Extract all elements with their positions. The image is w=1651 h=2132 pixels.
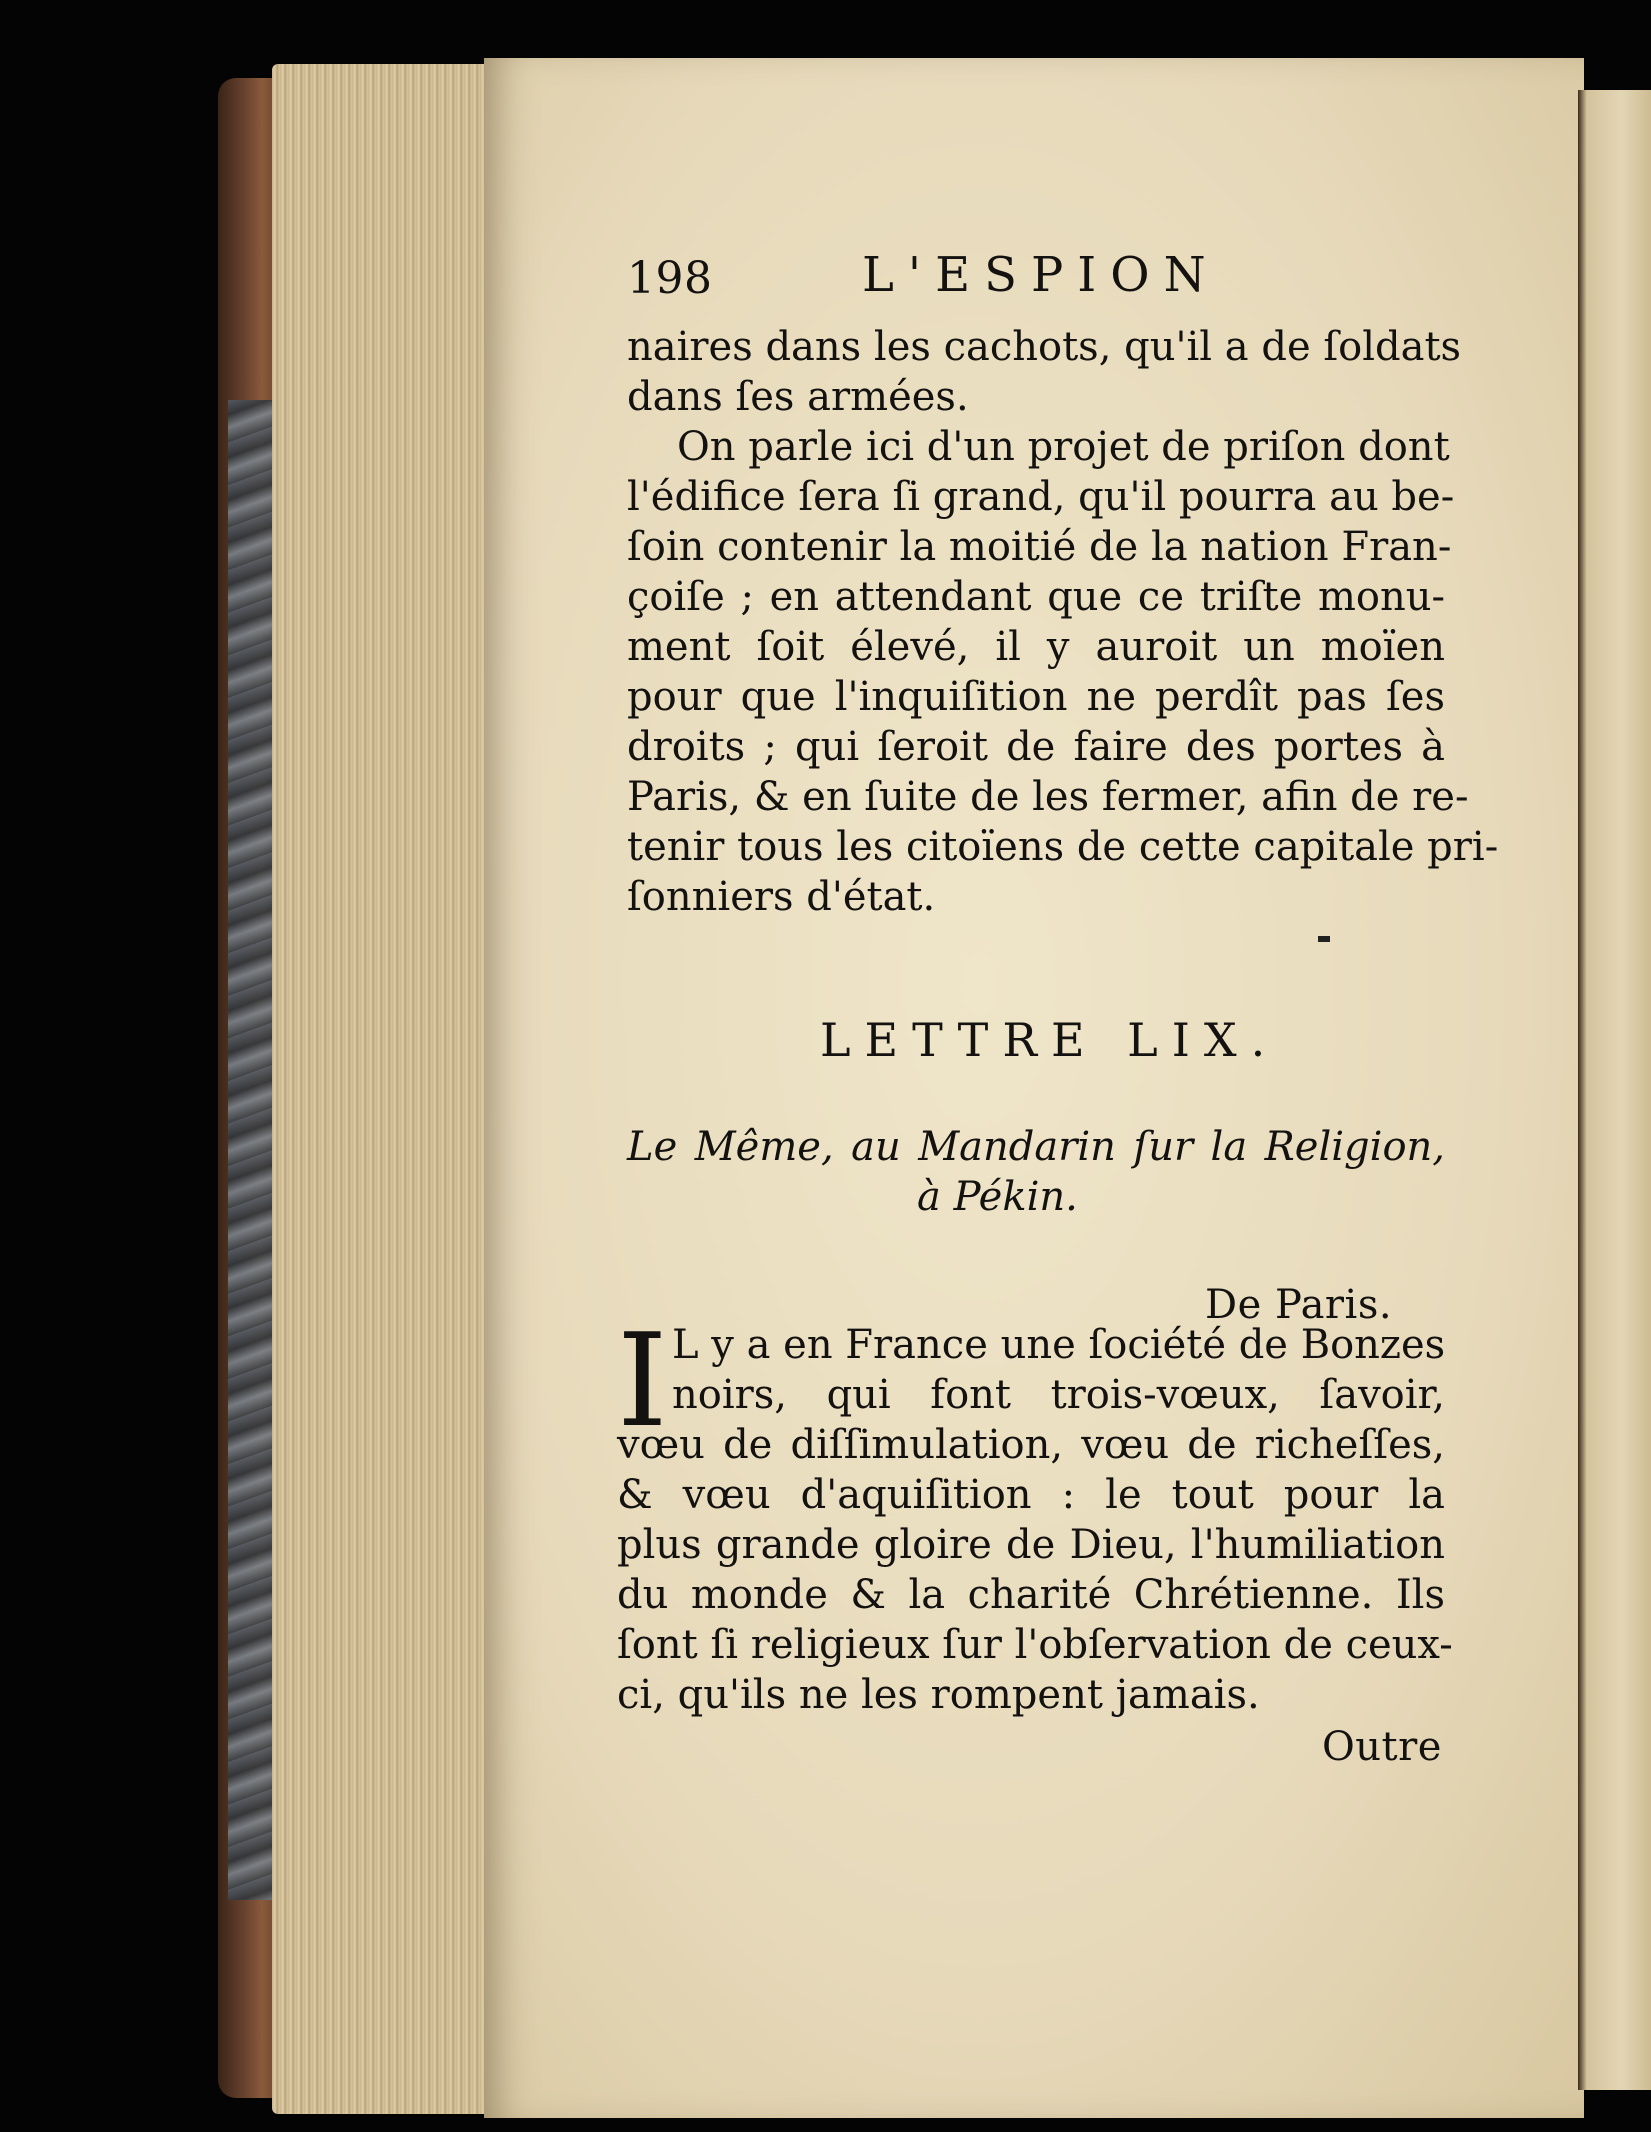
catchword: Outre [1322,1724,1442,1770]
text-line: dans ſes armées. [627,374,969,420]
text-line: l'édifice ſera ſi grand, qu'il pourra au be- [627,474,1455,520]
text-line: ment ſoit élevé, il y auroit un moïen [627,624,1445,670]
letter-address [627,1122,1445,1222]
drop-cap: I [617,1307,668,1456]
page-number: 198 [627,253,713,304]
text-line: L y a en France une ſociété de Bonzes [672,1322,1446,1368]
text-line: Paris, & en ſuite de les fermer, afin de re- [627,774,1469,820]
letter-title: LETTRE LIX. [820,1013,1280,1067]
address-line: Le Même, au Mandarin ſur la Religion, [627,1124,1445,1170]
text-line: ci, qu'ils ne les rompent jamais. [617,1672,1260,1718]
text-line: naires dans les cachots, qu'il a de ſoldats [627,324,1462,370]
printer-mark [1318,936,1330,942]
text-line: pour que l'inquiſition ne perdît pas ſes [627,674,1445,720]
text-line: droits ; qui ſeroit de faire des portes à [627,724,1445,770]
text-line: ſonniers d'état. [627,874,936,920]
facing-page-edge [1578,90,1651,2090]
text-line: tenir tous les citoïens de cette capitale pri- [627,824,1499,870]
text-line: ſont ſi religieux ſur l'obſervation de ceux- [617,1622,1453,1668]
text-line: On parle ici d'un projet de priſon dont [677,424,1450,470]
text-line: du monde & la charité Chrétienne. Ils [617,1572,1445,1618]
text-line: plus grande gloire de Dieu, l'humiliation [617,1522,1445,1568]
paragraph-2 [627,422,1499,922]
running-title: L'ESPION [862,247,1220,303]
text-line: çoiſe ; en attendant que ce triſte monu- [627,574,1445,620]
letter-body [617,1307,1453,1720]
dateline: De Paris. [1205,1282,1393,1328]
paragraph-1 [627,322,1462,422]
text-line: & vœu d'aquiſition : le tout pour la [617,1472,1445,1518]
text-line: noirs, qui font trois-vœux, ſavoir, [672,1372,1445,1418]
address-line: à Pékin. [917,1174,1078,1220]
text-line: vœu de diſſimulation, vœu de richeſſes, [617,1422,1445,1468]
page-edges [272,64,492,2114]
text-line: ſoin contenir la moitié de la nation Fran- [627,524,1452,570]
